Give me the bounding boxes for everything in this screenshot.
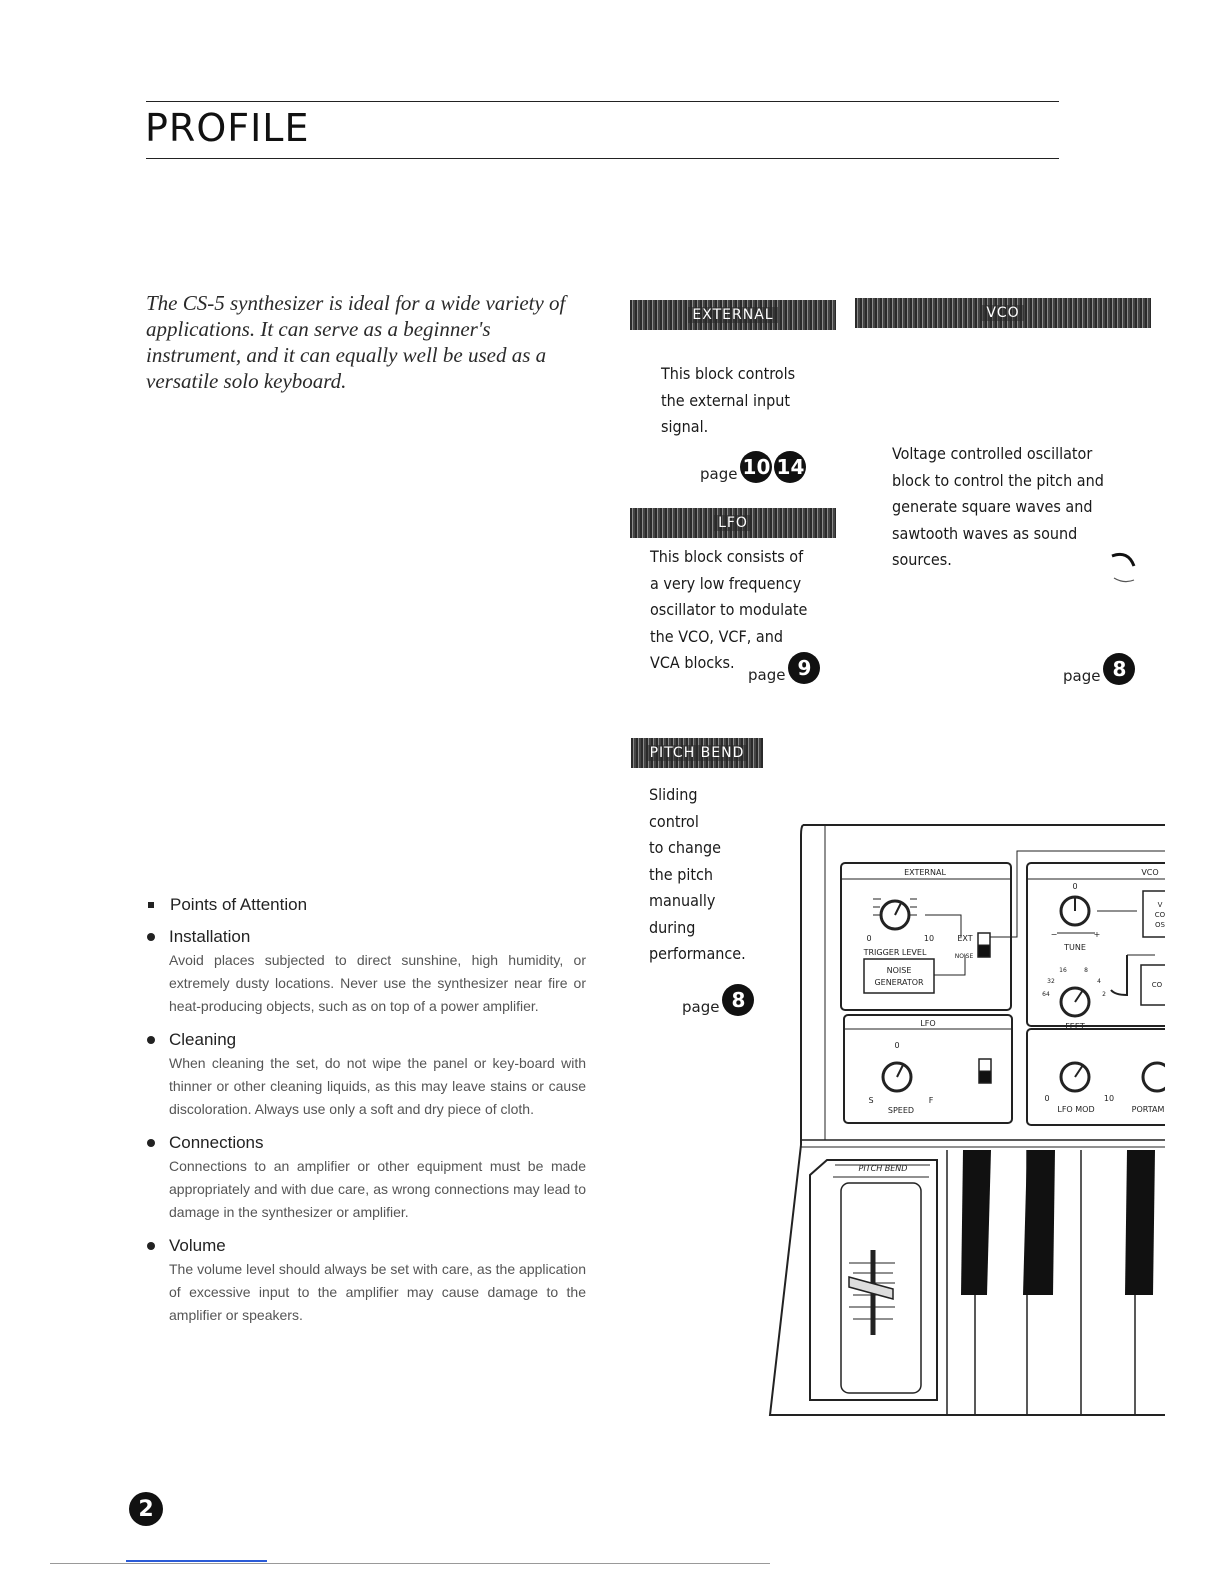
- svg-text:0: 0: [1044, 1094, 1050, 1103]
- svg-text:32: 32: [1047, 978, 1055, 985]
- svg-text:F: F: [928, 1096, 934, 1105]
- panel-vco-label: VCO: [1141, 868, 1159, 877]
- header-top-rule: [146, 101, 1059, 102]
- page-number-badge: 14: [774, 451, 806, 483]
- page-title: PROFILE: [145, 106, 310, 150]
- notes-heading: [146, 895, 586, 915]
- bullet-icon: [147, 933, 155, 941]
- feet-label: FEET: [1065, 1022, 1085, 1031]
- footer-rule: [50, 1563, 770, 1564]
- lfo-mod-label: LFO MOD: [1057, 1105, 1095, 1114]
- external-block-label: EXTERNAL: [630, 300, 836, 330]
- svg-text:64: 64: [1042, 991, 1050, 998]
- note-body: The volume level should always be set with care, as the application of excessive input to the amplifier may cause damage to the amplifier or speakers.: [169, 1261, 586, 1323]
- svg-text:16: 16: [1059, 967, 1067, 974]
- tune-label: TUNE: [1064, 943, 1086, 952]
- note-body: When cleaning the set, do not wipe the panel or key-board with thinner or other cleaning liquids, as this may leave stains or cause discoloration. Always use only a soft and dry piece of cloth.: [169, 1055, 586, 1117]
- page-number-badge: 10: [740, 451, 772, 483]
- page-number-badge: 8: [1103, 653, 1135, 685]
- external-page-reference: page 10 14: [700, 451, 806, 483]
- bullet-icon: [147, 1036, 155, 1044]
- synthesizer-panel-illustration: [765, 815, 1165, 1425]
- svg-text:CO: CO: [1154, 911, 1165, 919]
- bullet-icon: [147, 1139, 155, 1147]
- svg-text:0: 0: [894, 1041, 900, 1050]
- svg-text:8: 8: [1084, 967, 1088, 974]
- bullet-icon: [147, 1242, 155, 1250]
- note-title: Connections: [169, 1133, 264, 1152]
- trigger-level-label: TRIGGER LEVEL: [863, 948, 927, 957]
- svg-text:+: +: [1093, 930, 1101, 939]
- note-title: Cleaning: [169, 1030, 237, 1049]
- svg-text:0: 0: [1072, 882, 1078, 891]
- points-of-attention: [146, 895, 586, 1339]
- panel-pitch-bend-label: PITCH BEND: [858, 1164, 908, 1173]
- page-number-footer: 2: [129, 1492, 163, 1526]
- svg-text:V: V: [1157, 901, 1163, 909]
- notes-heading-text: Points of Attention: [170, 895, 308, 914]
- note-installation: [146, 927, 586, 1018]
- note-cleaning: [146, 1030, 586, 1121]
- svg-text:0: 0: [866, 934, 872, 943]
- note-body: Avoid places subjected to direct sunshine, high humidity, or extremely dusty locations. Never use the synthesizer near fire or heat-producing objects, such as on top of a power amplifier.: [169, 952, 586, 1014]
- svg-text:CO: CO: [1151, 981, 1163, 989]
- square-bullet-icon: [148, 902, 154, 908]
- note-volume: [146, 1236, 586, 1327]
- panel-external-label: EXTERNAL: [904, 868, 946, 877]
- lfo-block-description: This block consists of a very low frequency oscillator to modulate the VCO, VCF, and VCA blocks.: [650, 547, 808, 672]
- svg-text:10: 10: [1103, 1094, 1115, 1103]
- svg-text:4: 4: [1097, 978, 1101, 985]
- header-bottom-rule: [146, 158, 1059, 159]
- svg-text:NOISE: NOISE: [954, 953, 974, 960]
- speed-label: SPEED: [887, 1106, 915, 1115]
- note-title: Volume: [169, 1236, 226, 1255]
- svg-text:2: 2: [1102, 991, 1106, 998]
- svg-text:−: −: [1050, 930, 1058, 939]
- intro-paragraph: The CS-5 synthesizer is ideal for a wide variety of applications. It can serve as a beginner's instrument, and it can equally well be used as a versatile solo keyboard.: [146, 291, 566, 393]
- footer-link-underline: [126, 1560, 267, 1562]
- lfo-page-reference: page 9: [748, 652, 820, 684]
- lfo-block-label: LFO: [630, 508, 836, 538]
- svg-text:EXT: EXT: [957, 934, 973, 943]
- portamento-label: PORTAM: [1131, 1105, 1165, 1114]
- page-number-badge: 8: [722, 984, 754, 1016]
- svg-text:10: 10: [923, 934, 935, 943]
- svg-text:OS: OS: [1155, 921, 1165, 929]
- vco-block-label: VCO: [855, 298, 1151, 328]
- page-number-badge: 9: [788, 652, 820, 684]
- svg-text:NOISE: NOISE: [886, 966, 912, 975]
- note-body: Connections to an amplifier or other equipment must be made appropriately and with due care, as wrong connections may lead to damage in the synthesizer or amplifier.: [169, 1158, 586, 1220]
- vco-block-description: Voltage controlled oscillator block to control the pitch and generate square waves and sawtooth waves as sound sources.: [892, 444, 1104, 569]
- panel-lfo-label: LFO: [920, 1019, 936, 1028]
- vco-page-reference: page 8: [1063, 653, 1135, 685]
- pitch-bend-block-description: Sliding control to change the pitch manually during performance.: [649, 785, 746, 963]
- pitch-bend-block-label: PITCH BEND: [631, 738, 763, 768]
- curl-mark-icon: [1108, 548, 1140, 588]
- note-connections: [146, 1133, 586, 1224]
- pitch-bend-page-reference: page 8: [682, 984, 754, 1016]
- note-title: Installation: [169, 927, 251, 946]
- external-block-description: This block controls the external input signal.: [661, 364, 796, 436]
- svg-text:GENERATOR: GENERATOR: [874, 978, 924, 987]
- svg-text:S: S: [868, 1096, 874, 1105]
